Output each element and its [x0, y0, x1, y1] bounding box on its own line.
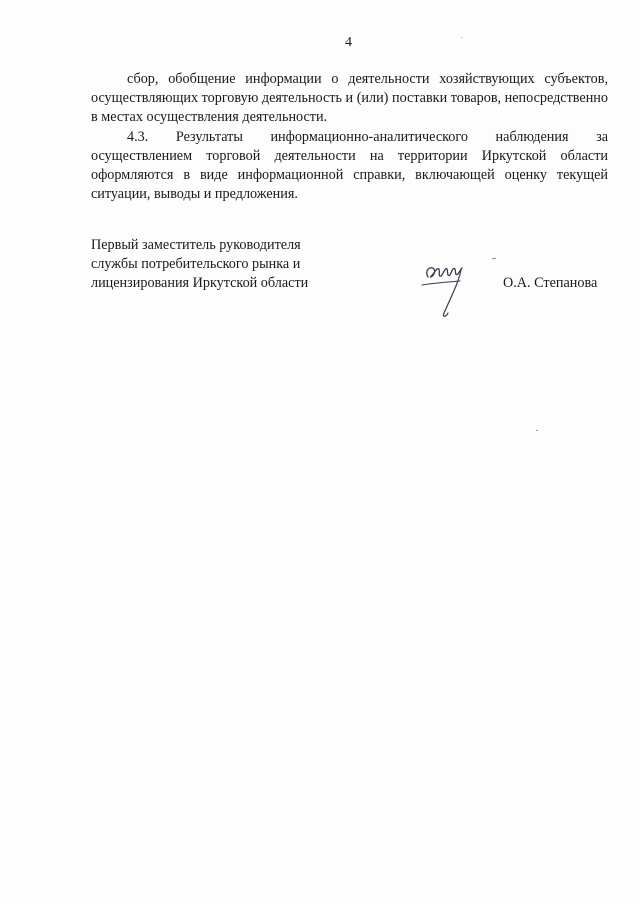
signer-position: [91, 236, 351, 293]
paragraph-2: 4.3. Результаты информационно-аналитического наблюдения за осуществлением торговой деятельности на территории Иркутской области оформляются в виде информационной справки, включающей оценку текущей ситуации, выводы и предложения.: [91, 128, 608, 203]
body-text: [91, 70, 608, 204]
handwritten-signature-icon: [420, 255, 500, 325]
scan-speck: [536, 430, 538, 431]
scan-speck: [461, 37, 462, 38]
page-number: 4: [345, 35, 352, 50]
position-line-3: лицензирования Иркутской области: [91, 275, 309, 291]
position-line-1: Первый заместитель руководителя: [91, 237, 301, 253]
signer-name: О.А. Степанова: [503, 275, 598, 291]
position-line-2: службы потребительского рынка и: [91, 256, 301, 272]
paragraph-1: сбор, обобщение информации о деятельности хозяйствующих субъектов, осуществляющих торговую деятельность и (или) поставки товаров, непосредственно в местах осуществления деятельности.: [91, 71, 608, 126]
